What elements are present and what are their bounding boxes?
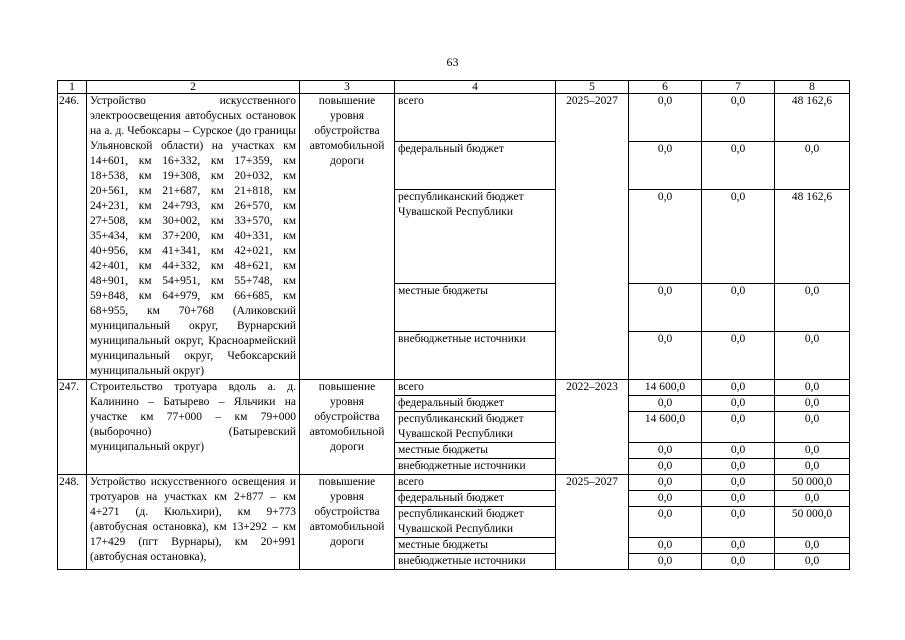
table-row [58,380,850,396]
value-col6: 0,0 [629,94,702,142]
value-col7: 0,0 [702,475,775,491]
row-number: 248. [58,475,87,570]
value-col8: 50 000,0 [775,475,850,491]
value-col7: 0,0 [702,412,775,443]
row-number: 247. [58,380,87,475]
funding-source: внебюджетные источники [395,554,556,570]
value-col6: 0,0 [629,554,702,570]
program-table [57,80,850,570]
value-col8: 0,0 [775,396,850,412]
funding-source: местные бюджеты [395,538,556,554]
value-col8: 0,0 [775,283,850,331]
value-col7: 0,0 [702,331,775,379]
value-col7: 0,0 [702,142,775,190]
value-col6: 0,0 [629,491,702,507]
funding-source: федеральный бюджет [395,396,556,412]
value-col7: 0,0 [702,554,775,570]
value-col6: 0,0 [629,538,702,554]
col-header: 3 [300,81,395,94]
value-col6: 0,0 [629,475,702,491]
value-col7: 0,0 [702,507,775,538]
value-col8: 0,0 [775,443,850,459]
event-goal: повышение уровня обустройства автомобильной дороги [300,380,395,475]
value-col8: 48 162,6 [775,190,850,283]
value-col6: 0,0 [629,443,702,459]
col-header: 2 [87,81,300,94]
period: 2025–2027 [556,475,629,570]
event-goal: повышение уровня обустройства автомобильной дороги [300,94,395,380]
value-col7: 0,0 [702,380,775,396]
funding-source: всего [395,475,556,491]
value-col7: 0,0 [702,459,775,475]
funding-source: республиканский бюджет Чувашской Республики [395,190,556,283]
funding-source: всего [395,380,556,396]
value-col8: 0,0 [775,459,850,475]
event-description: Устройство искусственного электроосвещения автобусных остановок на а. д. Чебоксары – Сурское (до границы Ульяновской области) на участках км 14+601, км 16+332, км 17+359, км 18+538, км 19+308, км 20+032, км 20+561, км 21+687, км 21+818, км 24+231, км 24+793, км 26+570, км 27+508, км 30+002, км 33+570, км 35+434, км 37+200, км 40+331, км 40+956, км 41+341, км 42+021, км 42+401, км 44+332, км 48+621, км 48+901, км 54+951, км 55+748, км 59+848, км 64+979, км 66+685, км 68+955, км 70+768 (Аликовский муниципальный округ, Вурнарский муниципальный округ, Красноармейский муниципальный округ, Чебоксарский муниципальный округ) [87,94,300,380]
funding-source: федеральный бюджет [395,491,556,507]
value-col8: 0,0 [775,491,850,507]
value-col8: 0,0 [775,142,850,190]
value-col6: 14 600,0 [629,380,702,396]
event-goal: повышение уровня обустройства автомобильной дороги [300,475,395,570]
value-col6: 0,0 [629,283,702,331]
value-col7: 0,0 [702,190,775,283]
value-col6: 0,0 [629,142,702,190]
value-col6: 14 600,0 [629,412,702,443]
header-row [58,81,850,94]
value-col6: 0,0 [629,331,702,379]
value-col6: 0,0 [629,396,702,412]
value-col8: 0,0 [775,331,850,379]
value-col8: 48 162,6 [775,94,850,142]
funding-source: федеральный бюджет [395,142,556,190]
value-col8: 0,0 [775,412,850,443]
value-col7: 0,0 [702,443,775,459]
page-number: 63 [446,55,459,69]
value-col7: 0,0 [702,491,775,507]
funding-source: внебюджетные источники [395,331,556,379]
funding-source: республиканский бюджет Чувашской Республики [395,507,556,538]
value-col8: 0,0 [775,554,850,570]
value-col7: 0,0 [702,396,775,412]
col-header: 5 [556,81,629,94]
value-col7: 0,0 [702,283,775,331]
value-col8: 50 000,0 [775,507,850,538]
table-row [58,475,850,491]
funding-source: всего [395,94,556,142]
col-header: 7 [702,81,775,94]
value-col6: 0,0 [629,507,702,538]
value-col7: 0,0 [702,538,775,554]
col-header: 6 [629,81,702,94]
funding-source: республиканский бюджет Чувашской Республики [395,412,556,443]
col-header: 8 [775,81,850,94]
event-description: Устройство искусственного освещения и тротуаров на участках км 2+877 – км 4+271 (д. Кюльхири), км 9+773 (автобусная остановка), км 13+292 – км 17+429 (пгт Вурнары), км 20+991 (автобусная остановка), [87,475,300,570]
table-row [58,94,850,142]
value-col8: 0,0 [775,538,850,554]
period: 2025–2027 [556,94,629,380]
event-description: Строительство тротуара вдоль а. д. Калинино – Батырево – Яльчики на участке км 77+000 – км 79+000 (выборочно) (Батыревский муниципальный округ) [87,380,300,475]
col-header: 1 [58,81,87,94]
period: 2022–2023 [556,380,629,475]
funding-source: местные бюджеты [395,443,556,459]
value-col7: 0,0 [702,94,775,142]
value-col8: 0,0 [775,380,850,396]
value-col6: 0,0 [629,459,702,475]
funding-source: внебюджетные источники [395,459,556,475]
funding-source: местные бюджеты [395,283,556,331]
row-number: 246. [58,94,87,380]
col-header: 4 [395,81,556,94]
value-col6: 0,0 [629,190,702,283]
